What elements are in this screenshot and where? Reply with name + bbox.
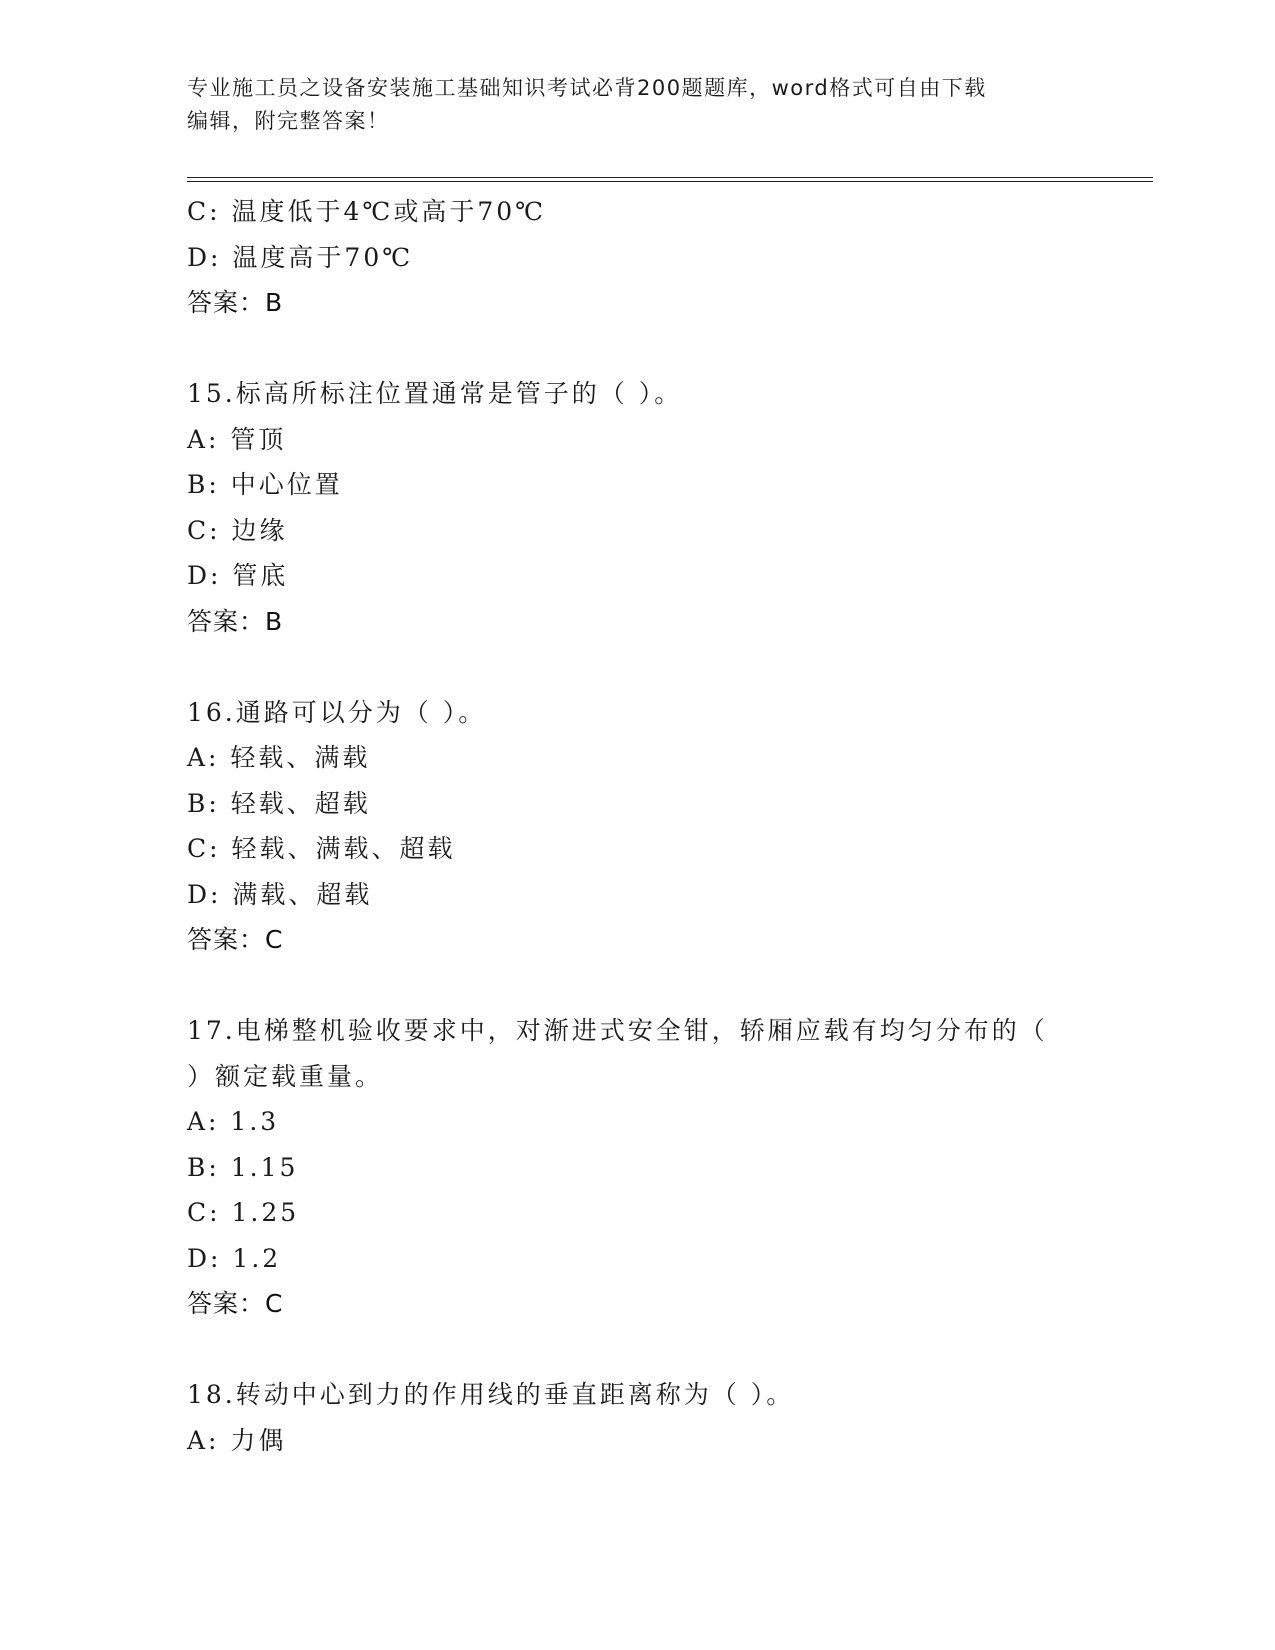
spacer (187, 326, 1087, 372)
option-c: C: 1.25 (187, 1198, 300, 1227)
option-a: A: 轻载、满载 (187, 743, 371, 772)
option-c: C: 轻载、满载、超载 (187, 834, 456, 863)
spacer (187, 963, 1087, 1009)
header-divider-top (187, 177, 1153, 178)
option-d: D: 1.2 (187, 1243, 282, 1273)
option-b: B: 中心位置 (187, 470, 343, 499)
option-b: B: 轻载、超载 (187, 788, 371, 818)
answer-label: 答案：B (187, 288, 284, 317)
question-14-tail (187, 189, 1087, 326)
option-a: A: 管顶 (187, 424, 287, 454)
header-title-line-1: 专业施工员之设备安装施工基础知识考试必背200题题库，word格式可自由下载 (187, 76, 987, 100)
answer-label: 答案：C (187, 1289, 284, 1318)
answer-label: 答案：B (187, 606, 284, 636)
question-stem-line-1: 17.电梯整机验收要求中，对渐进式安全钳，轿厢应载有均匀分布的（ (187, 1016, 1048, 1045)
header-divider-bottom (187, 181, 1153, 182)
question-list (187, 189, 1087, 1463)
question-15 (187, 371, 1087, 644)
option-c: C: 边缘 (187, 515, 288, 545)
option-d: D: 温度高于70℃ (187, 242, 414, 272)
header-title-line-2: 编辑，附完整答案！ (187, 109, 390, 133)
question-stem: 16.通路可以分为（ ）。 (187, 697, 487, 727)
spacer (187, 644, 1087, 690)
question-stem: 15.标高所标注位置通常是管子的（ ）。 (187, 379, 683, 408)
answer-label: 答案：C (187, 925, 284, 954)
question-18 (187, 1372, 1087, 1463)
option-d: D: 满载、超载 (187, 879, 373, 909)
question-17 (187, 1008, 1087, 1327)
option-b: B: 1.15 (187, 1152, 299, 1182)
spacer (187, 1327, 1087, 1373)
option-d: D: 管底 (187, 561, 289, 590)
option-a: A: 力偶 (187, 1425, 287, 1455)
question-16 (187, 690, 1087, 963)
document-header (187, 72, 1087, 138)
option-a: A: 1.3 (187, 1107, 280, 1136)
option-c: C: 温度低于4℃或高于70℃ (187, 197, 547, 226)
question-stem: 18.转动中心到力的作用线的垂直距离称为（ ）。 (187, 1380, 795, 1409)
question-stem-line-2: ）额定载重量。 (187, 1061, 384, 1091)
